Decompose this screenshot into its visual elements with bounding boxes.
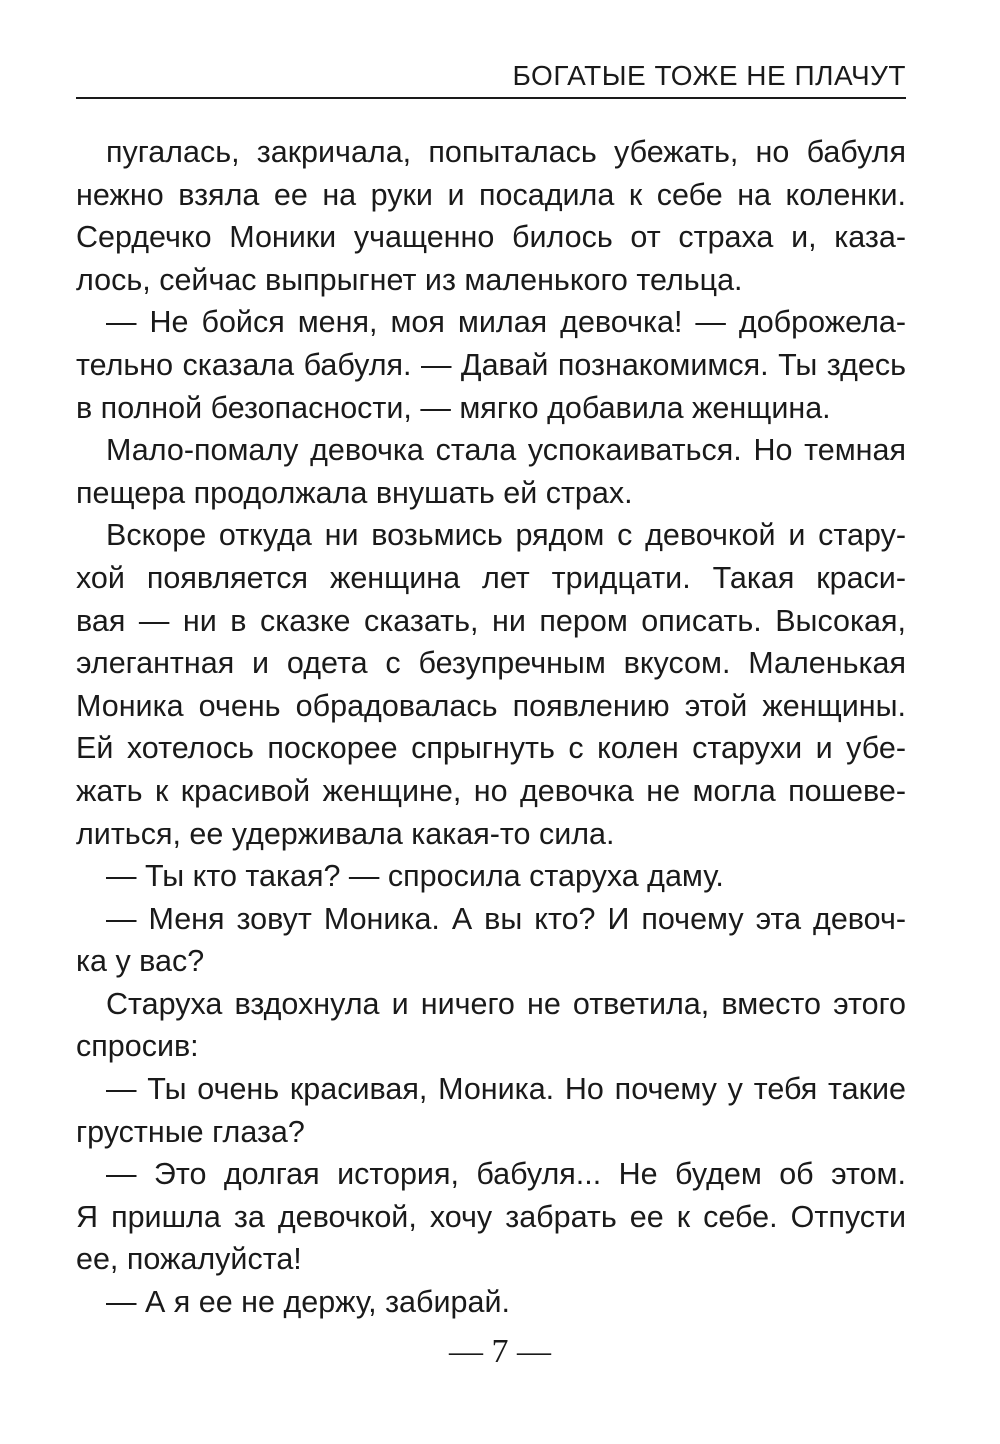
body-text — [76, 131, 906, 1324]
text-line: — Ты очень красивая, Моника. Но почему у тебя такие — [106, 1072, 906, 1107]
text-line: — Не бойся меня, моя милая девочка! — доброжела- — [106, 305, 906, 340]
paragraph — [76, 514, 906, 855]
text-line: вая — ни в сказке сказать, ни пером описать. Высокая, — [76, 603, 906, 638]
text-line: — Меня зовут Моника. А вы кто? И почему эта девоч- — [106, 901, 906, 936]
paragraph — [76, 301, 906, 429]
text-line: Моника очень обрадовалась появлению этой женщины. — [76, 688, 906, 723]
text-line: пугалась, закричала, попыталась убежать, но бабуля — [106, 135, 906, 169]
text-line: ее, пожалуйста! — [76, 1242, 302, 1277]
text-line: грустные глаза? — [76, 1114, 305, 1149]
text-line: Ей хотелось поскорее спрыгнуть с колен старухи и убе- — [76, 731, 906, 766]
text-line: Сердечко Моники учащенно билось от страха и, каза- — [76, 220, 906, 255]
text-line: литься, ее удерживала какая-то сила. — [76, 816, 615, 851]
text-line: тельно сказала бабуля. — Давай познакомимся. Ты здесь — [76, 347, 906, 382]
text-line: — А я ее не держу, забирай. — [106, 1285, 510, 1320]
paragraph — [76, 1153, 906, 1281]
paragraph — [76, 898, 906, 983]
text-line: — Ты кто такая? — спросила старуха даму. — [106, 859, 724, 894]
paragraph — [76, 429, 906, 514]
paragraph — [76, 983, 906, 1068]
paragraph — [76, 1068, 906, 1153]
text-line: Я пришла за девочкой, хочу забрать ее к себе. Отпусти — [76, 1199, 906, 1234]
text-line: в полной безопасности, — мягко добавила женщина. — [76, 390, 831, 425]
paragraph — [76, 1281, 906, 1324]
text-line: — Это долгая история, бабуля... Не будем об этом. — [106, 1157, 906, 1192]
paragraph — [76, 855, 906, 898]
page-number: — 7 — — [449, 1333, 551, 1370]
text-line: Мало-помалу девочка стала успокаиваться. Но темная — [106, 433, 906, 468]
text-line: жать к красивой женщине, но девочка не могла пошеве- — [76, 773, 906, 808]
running-head: БОГАТЫЕ ТОЖЕ НЕ ПЛАЧУТ — [512, 60, 906, 91]
paragraph — [76, 131, 906, 301]
text-line: пещера продолжала внушать ей страх. — [76, 475, 633, 510]
text-line: Старуха вздохнула и ничего не ответила, вместо этого — [106, 986, 906, 1021]
header-rule — [76, 97, 906, 99]
text-line: элегантная и одета с безупречным вкусом. Маленькая — [76, 646, 906, 681]
text-line: хой появляется женщина лет тридцати. Такая краси- — [76, 560, 906, 595]
text-line: спросив: — [76, 1029, 199, 1064]
text-line: ка у вас? — [76, 944, 205, 979]
text-line: Вскоре откуда ни возьмись рядом с девочкой и стару- — [106, 518, 906, 553]
text-line: нежно взяла ее на руки и посадила к себе на коленки. — [76, 177, 906, 212]
text-line: лось, сейчас выпрыгнет из маленького тельца. — [76, 262, 743, 297]
